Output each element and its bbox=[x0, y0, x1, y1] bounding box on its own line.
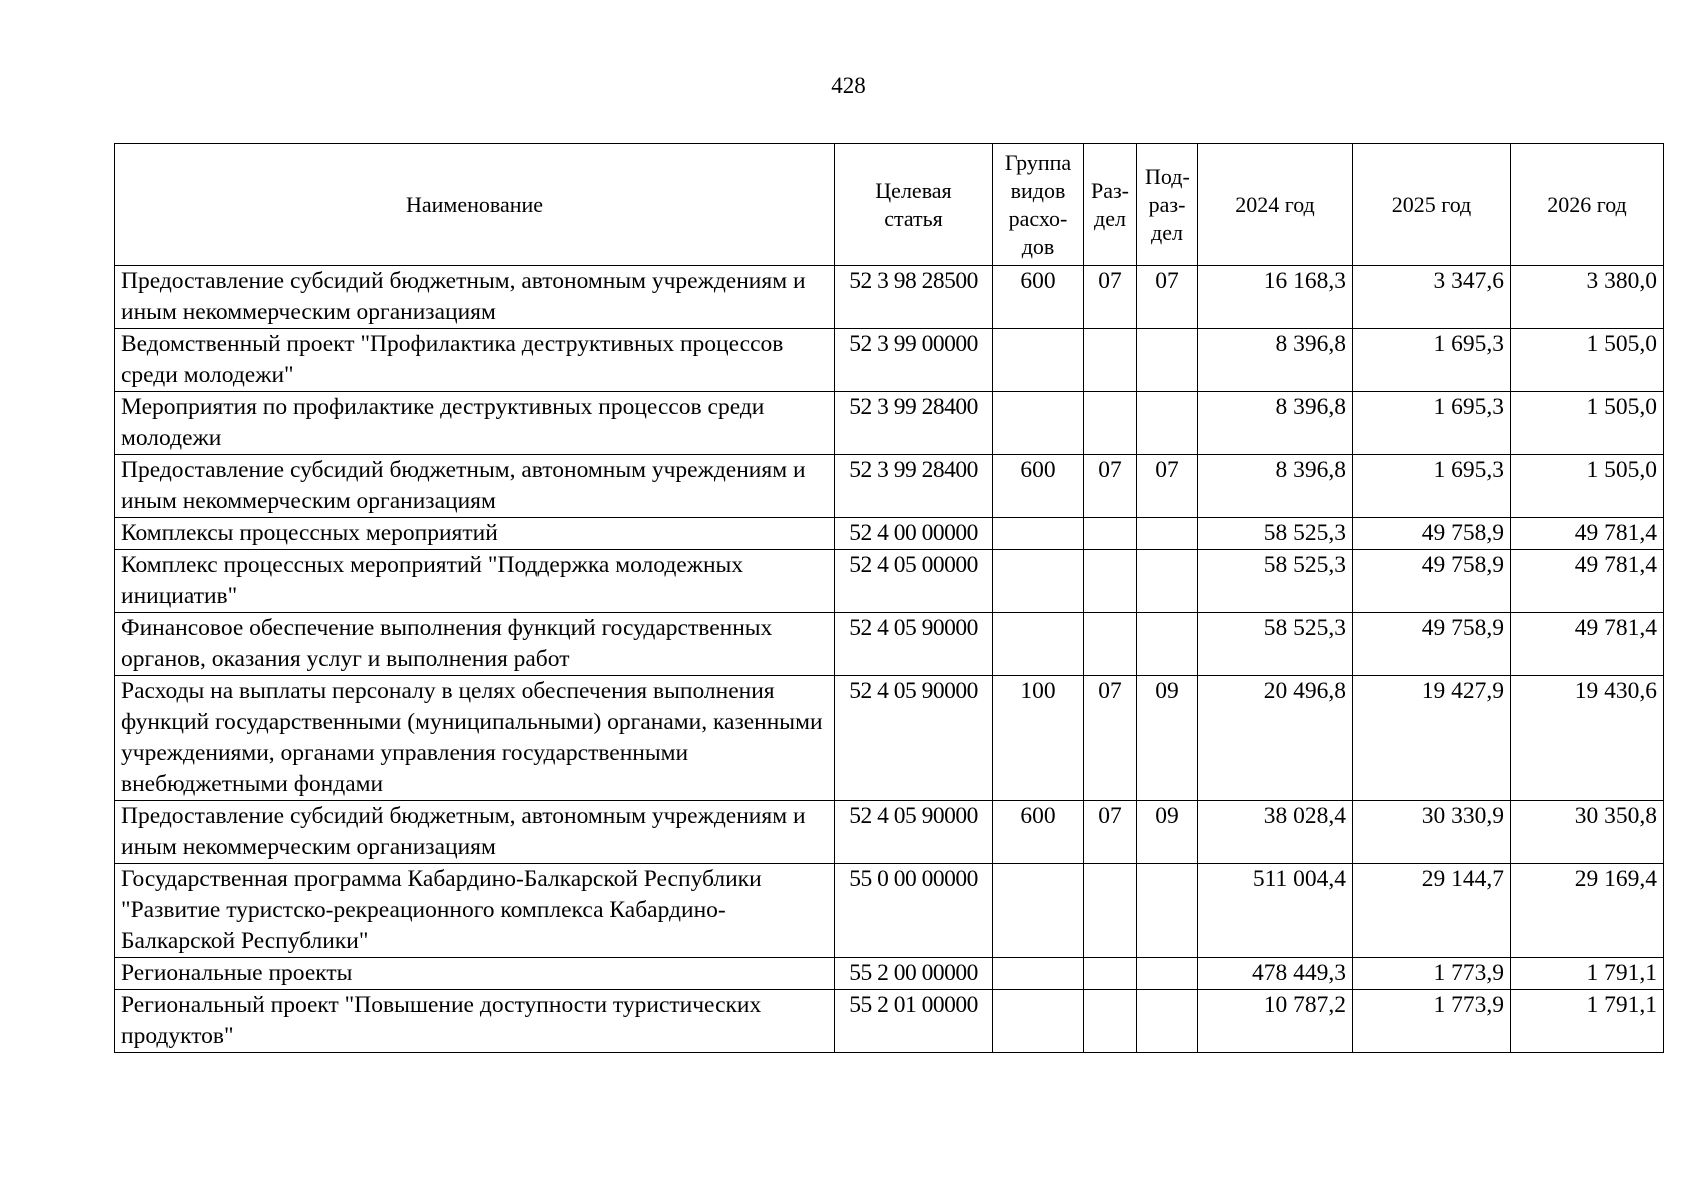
row-value-2025: 49 758,9 bbox=[1353, 550, 1511, 613]
row-expense-group bbox=[993, 613, 1084, 676]
row-value-2024: 20 496,8 bbox=[1198, 676, 1353, 801]
row-subsection bbox=[1137, 392, 1198, 455]
row-target-article: 52 4 05 90000 bbox=[835, 801, 993, 864]
table-row bbox=[115, 518, 1664, 550]
row-value-2024: 10 787,2 bbox=[1198, 990, 1353, 1053]
row-target-article: 52 4 00 00000 bbox=[835, 518, 993, 550]
row-section: 07 bbox=[1084, 801, 1137, 864]
budget-table bbox=[114, 143, 1664, 1053]
row-name: Региональные проекты bbox=[115, 958, 835, 990]
table-row bbox=[115, 550, 1664, 613]
header-year-2025: 2025 год bbox=[1353, 144, 1511, 266]
row-subsection: 09 bbox=[1137, 801, 1198, 864]
row-name: Финансовое обеспечение выполнения функций государственных органов, оказания услуг и выполнения работ bbox=[115, 613, 835, 676]
row-expense-group: 600 bbox=[993, 801, 1084, 864]
row-value-2026: 49 781,4 bbox=[1511, 550, 1664, 613]
row-expense-group: 100 bbox=[993, 676, 1084, 801]
row-section bbox=[1084, 958, 1137, 990]
row-name: Расходы на выплаты персоналу в целях обеспечения выполнения функций государственными (муниципальными) органами, казенными учреждениями, органами управления государственными внебюджетными фондами bbox=[115, 676, 835, 801]
row-value-2026: 29 169,4 bbox=[1511, 864, 1664, 958]
row-name: Мероприятия по профилактике деструктивных процессов среди молодежи bbox=[115, 392, 835, 455]
row-value-2024: 8 396,8 bbox=[1198, 455, 1353, 518]
table-row bbox=[115, 801, 1664, 864]
row-value-2025: 3 347,6 bbox=[1353, 266, 1511, 329]
row-value-2026: 1 505,0 bbox=[1511, 329, 1664, 392]
row-name: Комплекс процессных мероприятий "Поддержка молодежных инициатив" bbox=[115, 550, 835, 613]
row-section bbox=[1084, 329, 1137, 392]
row-value-2024: 511 004,4 bbox=[1198, 864, 1353, 958]
row-name: Ведомственный проект "Профилактика деструктивных процессов среди молодежи" bbox=[115, 329, 835, 392]
table-row bbox=[115, 455, 1664, 518]
table-row bbox=[115, 958, 1664, 990]
row-target-article: 55 2 00 00000 bbox=[835, 958, 993, 990]
row-name: Предоставление субсидий бюджетным, автономным учреждениям и иным некоммерческим организациям bbox=[115, 266, 835, 329]
row-value-2024: 38 028,4 bbox=[1198, 801, 1353, 864]
row-subsection bbox=[1137, 550, 1198, 613]
row-value-2025: 30 330,9 bbox=[1353, 801, 1511, 864]
row-target-article: 52 3 99 28400 bbox=[835, 392, 993, 455]
row-section: 07 bbox=[1084, 676, 1137, 801]
table-row bbox=[115, 392, 1664, 455]
row-target-article: 52 3 98 28500 bbox=[835, 266, 993, 329]
row-value-2024: 58 525,3 bbox=[1198, 550, 1353, 613]
row-subsection: 07 bbox=[1137, 266, 1198, 329]
row-value-2026: 1 505,0 bbox=[1511, 455, 1664, 518]
row-section: 07 bbox=[1084, 455, 1137, 518]
row-name: Региональный проект "Повышение доступности туристических продуктов" bbox=[115, 990, 835, 1053]
table-body bbox=[115, 266, 1664, 1053]
row-value-2026: 30 350,8 bbox=[1511, 801, 1664, 864]
row-name: Комплексы процессных мероприятий bbox=[115, 518, 835, 550]
row-section bbox=[1084, 864, 1137, 958]
row-target-article: 55 2 01 00000 bbox=[835, 990, 993, 1053]
row-subsection bbox=[1137, 990, 1198, 1053]
row-subsection bbox=[1137, 613, 1198, 676]
row-subsection bbox=[1137, 864, 1198, 958]
row-subsection bbox=[1137, 329, 1198, 392]
row-value-2025: 29 144,7 bbox=[1353, 864, 1511, 958]
row-expense-group bbox=[993, 329, 1084, 392]
row-target-article: 52 4 05 00000 bbox=[835, 550, 993, 613]
row-value-2025: 19 427,9 bbox=[1353, 676, 1511, 801]
row-section bbox=[1084, 613, 1137, 676]
row-value-2026: 1 791,1 bbox=[1511, 990, 1664, 1053]
row-value-2025: 1 695,3 bbox=[1353, 392, 1511, 455]
header-expense-group: Группа видов расхо- дов bbox=[993, 144, 1084, 266]
row-value-2024: 478 449,3 bbox=[1198, 958, 1353, 990]
row-expense-group bbox=[993, 864, 1084, 958]
row-value-2024: 58 525,3 bbox=[1198, 613, 1353, 676]
row-value-2025: 1 773,9 bbox=[1353, 958, 1511, 990]
row-target-article: 55 0 00 00000 bbox=[835, 864, 993, 958]
row-value-2025: 1 773,9 bbox=[1353, 990, 1511, 1053]
header-year-2024: 2024 год bbox=[1198, 144, 1353, 266]
row-value-2024: 8 396,8 bbox=[1198, 392, 1353, 455]
row-target-article: 52 3 99 00000 bbox=[835, 329, 993, 392]
row-value-2025: 1 695,3 bbox=[1353, 455, 1511, 518]
row-expense-group bbox=[993, 392, 1084, 455]
row-value-2024: 8 396,8 bbox=[1198, 329, 1353, 392]
row-expense-group bbox=[993, 518, 1084, 550]
row-value-2026: 3 380,0 bbox=[1511, 266, 1664, 329]
table-row bbox=[115, 676, 1664, 801]
row-subsection: 07 bbox=[1137, 455, 1198, 518]
row-value-2025: 1 695,3 bbox=[1353, 329, 1511, 392]
row-section bbox=[1084, 550, 1137, 613]
header-subsection: Под- раз- дел bbox=[1137, 144, 1198, 266]
header-target-article: Целевая статья bbox=[835, 144, 993, 266]
page-number: 428 bbox=[831, 73, 866, 98]
table-header-row bbox=[115, 144, 1664, 266]
row-target-article: 52 4 05 90000 bbox=[835, 613, 993, 676]
table-row bbox=[115, 613, 1664, 676]
row-value-2026: 1 791,1 bbox=[1511, 958, 1664, 990]
header-section: Раз- дел bbox=[1084, 144, 1137, 266]
row-value-2024: 16 168,3 bbox=[1198, 266, 1353, 329]
row-value-2026: 49 781,4 bbox=[1511, 518, 1664, 550]
table-row bbox=[115, 990, 1664, 1053]
row-value-2026: 49 781,4 bbox=[1511, 613, 1664, 676]
row-section bbox=[1084, 990, 1137, 1053]
row-value-2025: 49 758,9 bbox=[1353, 613, 1511, 676]
header-name: Наименование bbox=[115, 144, 835, 266]
row-expense-group: 600 bbox=[993, 266, 1084, 329]
table-row bbox=[115, 266, 1664, 329]
row-value-2025: 49 758,9 bbox=[1353, 518, 1511, 550]
row-target-article: 52 3 99 28400 bbox=[835, 455, 993, 518]
row-name: Предоставление субсидий бюджетным, автономным учреждениям и иным некоммерческим организациям bbox=[115, 455, 835, 518]
row-value-2024: 58 525,3 bbox=[1198, 518, 1353, 550]
row-target-article: 52 4 05 90000 bbox=[835, 676, 993, 801]
header-year-2026: 2026 год bbox=[1511, 144, 1664, 266]
row-expense-group bbox=[993, 958, 1084, 990]
row-section bbox=[1084, 518, 1137, 550]
table-row bbox=[115, 329, 1664, 392]
row-name: Государственная программа Кабардино-Балкарской Республики "Развитие туристско-рекреационного комплекса Кабардино-Балкарской Республики" bbox=[115, 864, 835, 958]
row-subsection bbox=[1137, 958, 1198, 990]
row-value-2026: 1 505,0 bbox=[1511, 392, 1664, 455]
table-row bbox=[115, 864, 1664, 958]
row-value-2026: 19 430,6 bbox=[1511, 676, 1664, 801]
row-name: Предоставление субсидий бюджетным, автономным учреждениям и иным некоммерческим организациям bbox=[115, 801, 835, 864]
row-subsection bbox=[1137, 518, 1198, 550]
row-subsection: 09 bbox=[1137, 676, 1198, 801]
row-expense-group bbox=[993, 990, 1084, 1053]
row-section: 07 bbox=[1084, 266, 1137, 329]
row-expense-group: 600 bbox=[993, 455, 1084, 518]
row-section bbox=[1084, 392, 1137, 455]
row-expense-group bbox=[993, 550, 1084, 613]
